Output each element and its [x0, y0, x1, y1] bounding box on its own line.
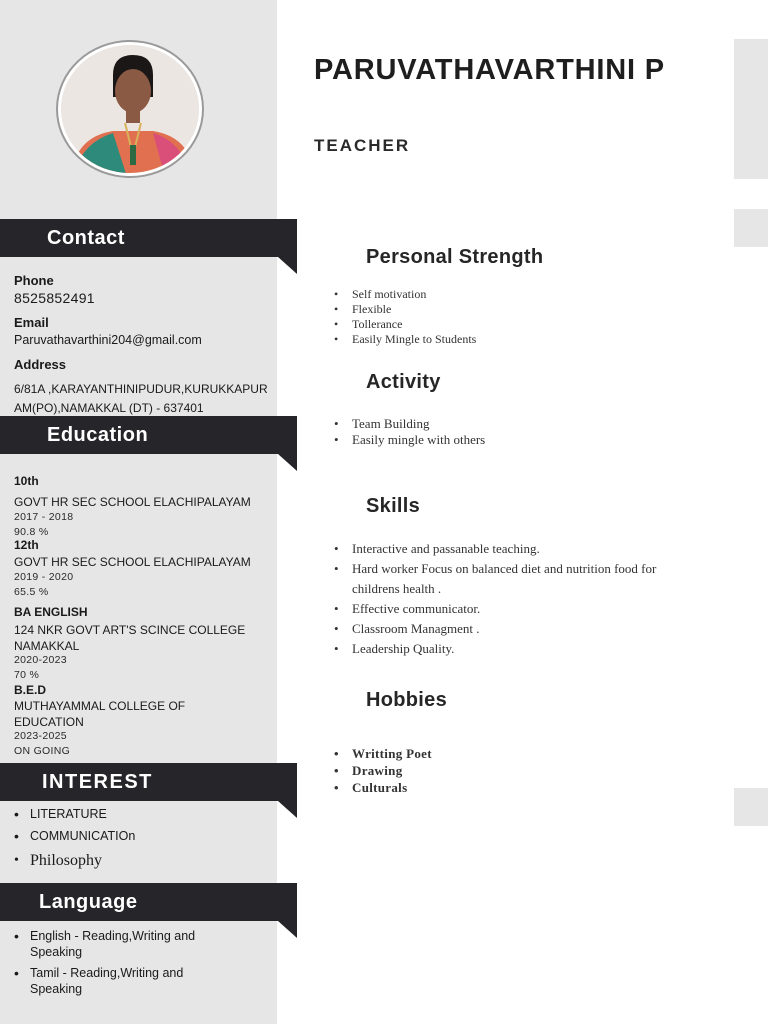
education-level: BA ENGLISH [14, 605, 88, 619]
language-line: Speaking [30, 945, 83, 959]
contact-banner [0, 219, 297, 257]
language-list [14, 928, 195, 997]
skill-item: • Effective communicator. [334, 599, 714, 619]
hobby-item: • Drawing [334, 762, 432, 779]
skill-line: • Hard worker Focus on balanced diet and nutrition food for [352, 561, 657, 576]
phone-value: 8525852491 [14, 290, 95, 306]
education-school: GOVT HR SEC SCHOOL ELACHIPALAYAM [14, 495, 251, 509]
banner-fold [278, 454, 297, 471]
skill-item: • Classroom Managment . [334, 619, 714, 639]
education-years: 2023-2025 [14, 730, 67, 742]
banner-fold [278, 921, 297, 938]
language-item [14, 965, 195, 997]
language-banner [0, 883, 297, 921]
activity-list [334, 416, 485, 448]
skill-item: • Leadership Quality. [334, 639, 714, 659]
personal-strength-title: Personal Strength [366, 246, 544, 268]
candidate-name: PARUVATHAVARTHINI P [314, 54, 665, 86]
education-level: 10th [14, 474, 39, 488]
address-label: Address [14, 357, 67, 372]
personal-strength-list [334, 287, 476, 347]
phone-label: Phone [14, 273, 54, 288]
banner-fold [278, 801, 297, 818]
skill-line: childrens health . [352, 581, 442, 596]
interest-item: • LITERATURE [14, 804, 135, 824]
hobbies-list [334, 745, 432, 796]
activity-item: • Easily mingle with others [334, 432, 485, 448]
education-score: 70 % [14, 669, 40, 681]
email-value[interactable]: Paruvathavarthini204@gmail.com [14, 333, 202, 347]
skill-item [334, 559, 714, 599]
language-line: • English - Reading,Writing and [30, 929, 196, 943]
language-line: Speaking [30, 982, 83, 996]
strength-item: • Self motivation [334, 287, 476, 302]
interest-title: INTEREST [42, 770, 153, 793]
education-years: 2020-2023 [14, 654, 67, 666]
candidate-role: TEACHER [314, 136, 411, 155]
activity-title: Activity [366, 371, 441, 393]
decorative-block [734, 39, 768, 179]
language-title: Language [39, 890, 138, 913]
skills-title: Skills [366, 495, 421, 517]
education-banner [0, 416, 297, 454]
banner-fold [278, 257, 297, 274]
education-school: GOVT HR SEC SCHOOL ELACHIPALAYAM [14, 555, 251, 569]
interest-item: • Philosophy [14, 848, 135, 874]
language-line: • Tamil - Reading,Writing and [30, 966, 184, 980]
profile-photo [56, 40, 204, 178]
hobby-item: • Writting Poet [334, 745, 432, 762]
education-score: ON GOING [14, 745, 71, 757]
address-line: AM(PO),NAMAKKAL (DT) - 637401 [14, 401, 204, 415]
education-school: EDUCATION [14, 715, 84, 729]
education-years: 2019 - 2020 [14, 571, 74, 583]
education-years: 2017 - 2018 [14, 511, 74, 523]
address-line: 6/81A ,KARAYANTHINIPUDUR,KURUKKAPUR [14, 382, 268, 396]
decorative-block [734, 788, 768, 826]
interest-list [14, 804, 135, 874]
hobby-item: • Culturals [334, 779, 432, 796]
strength-item: • Tollerance [334, 317, 476, 332]
interest-item: • COMMUNICATIOn [14, 824, 135, 848]
strength-item: • Easily Mingle to Students [334, 332, 476, 347]
education-school: 124 NKR GOVT ART'S SCINCE COLLEGE [14, 623, 246, 637]
education-level: B.E.D [14, 683, 47, 697]
education-score: 65.5 % [14, 586, 49, 598]
skill-item: • Interactive and passanable teaching. [334, 539, 714, 559]
portrait-illustration [61, 45, 199, 173]
hobbies-title: Hobbies [366, 689, 447, 711]
language-item [14, 928, 195, 960]
activity-item: • Team Building [334, 416, 485, 432]
education-school: NAMAKKAL [14, 639, 80, 653]
contact-title: Contact [47, 226, 125, 249]
education-title: Education [47, 423, 149, 446]
strength-item: • Flexible [334, 302, 476, 317]
decorative-block [734, 209, 768, 247]
interest-banner [0, 763, 297, 801]
education-level: 12th [14, 538, 39, 552]
education-score: 90.8 % [14, 526, 49, 538]
email-label: Email [14, 315, 49, 330]
skills-list [334, 539, 714, 659]
education-school: MUTHAYAMMAL COLLEGE OF [14, 699, 186, 713]
profile-photo-image [61, 45, 199, 173]
